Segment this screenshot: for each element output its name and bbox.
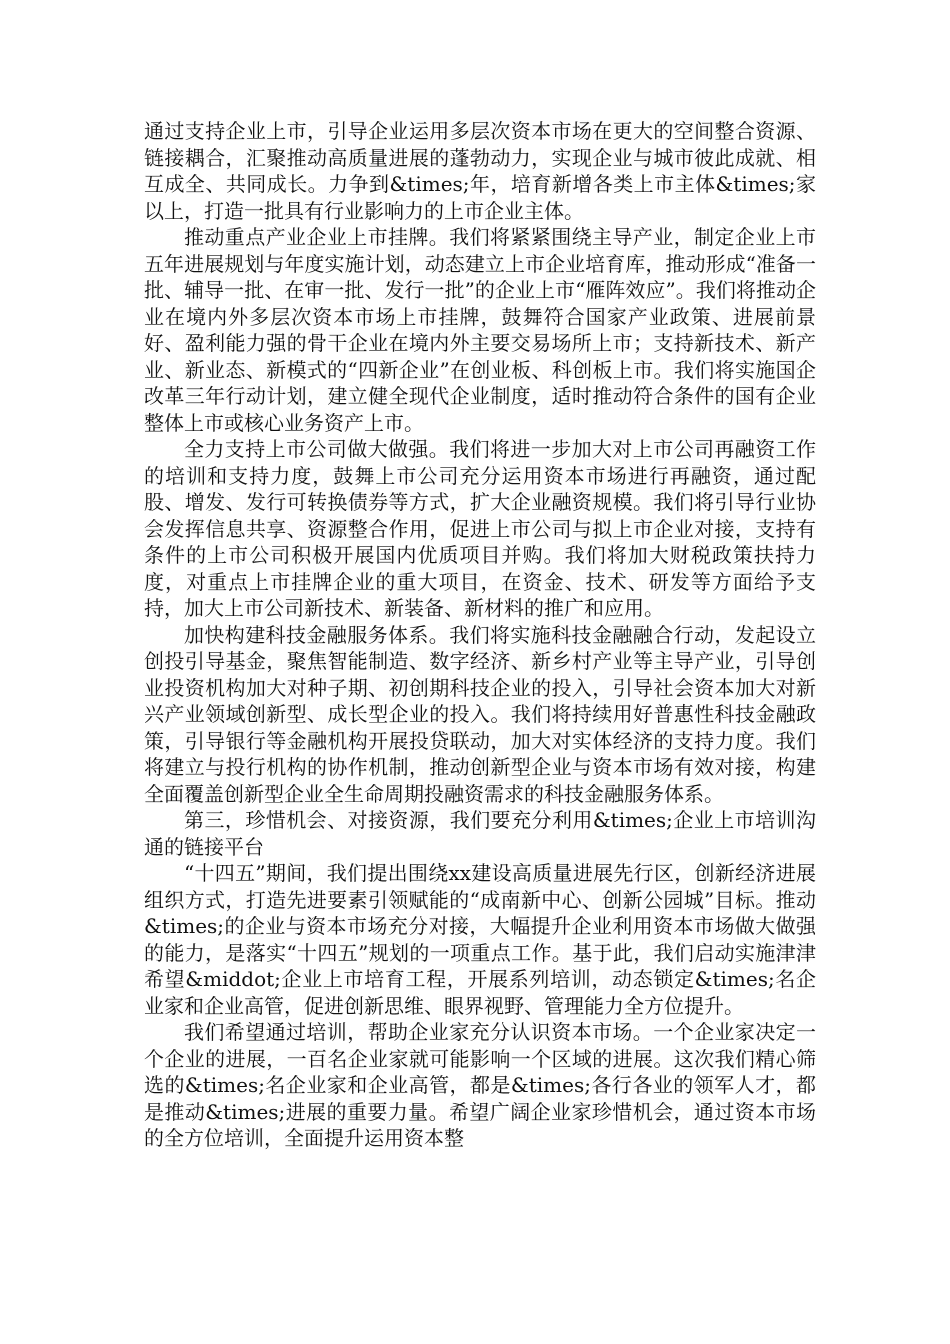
paragraph-14th-five-year: “十四五”期间，我们提出围绕xx建设高质量进展先行区，创新经济进展组织方式，打造先进要素引领赋能的“成南新中心、创新公园城”目标。推动&times;的企业与资本市场充分对接，大幅提升企业利用资本市场做大做强的能力，是落实“十四五”规划的一项重点工作。基于此，我们启动实施津津希望&middot;企业上市培育工程，开展系列培训，动态锁定&times;名企业家和企业高管，促进创新思维、眼界视野、管理能力全方位提升。 [144,861,816,1018]
paragraph-training-hope: 我们希望通过培训，帮助企业家充分认识资本市场。一个企业家决定一个企业的进展，一百名企业家就可能影响一个区域的进展。这次我们精心筛选的&times;名企业家和企业高管，都是&times;各行各业的领军人才，都是推动&times;进展的重要力量。希望广阔企业家珍惜机会，通过资本市场的全方位培训，全面提升运用资本整 [144,1020,816,1150]
section-heading-third: 第三，珍惜机会、对接资源，我们要充分利用&times;企业上市培训沟通的链接平台 [144,808,816,859]
paragraph-intro: 通过支持企业上市，引导企业运用多层次资本市场在更大的空间整合资源、链接耦合，汇聚推动高质量进展的蓬勃动力，实现企业与城市彼此成就、相互成全、共同成长。力争到&times;年，培育新增各类上市主体&times;家以上，打造一批具有行业影响力的上市企业主体。 [144,119,816,223]
paragraph-tech-finance: 加快构建科技金融服务体系。我们将实施科技金融融合行动，发起设立创投引导基金，聚焦智能制造、数字经济、新乡村产业等主导产业，引导创业投资机构加大对种子期、初创期科技企业的投入，引导社会资本加大对新兴产业领域创新型、成长型企业的投入。我们将持续用好普惠性科技金融政策，引导银行等金融机构开展投贷联动，加大对实体经济的支持力度。我们将建立与投行机构的协作机制，推动创新型企业与资本市场有效对接，构建全面覆盖创新型企业全生命周期投融资需求的科技金融服务体系。 [144,622,816,806]
document-page [144,118,816,1152]
paragraph-listing-push: 推动重点产业企业上市挂牌。我们将紧紧围绕主导产业，制定企业上市五年进展规划与年度实施计划，动态建立上市企业培育库，推动形成“准备一批、辅导一批、在审一批、发行一批”的企业上市“雁阵效应”。我们将推动企业在境内外多层次资本市场上市挂牌，鼓舞符合国家产业政策、进展前景好、盈利能力强的骨干企业在境内外主要交易场所上市；支持新技术、新产业、新业态、新模式的“四新企业”在创业板、科创板上市。我们将实施国企改革三年行动计划，建立健全现代企业制度，适时推动符合条件的国有企业整体上市或核心业务资产上市。 [144,225,816,435]
paragraph-listed-company-support: 全力支持上市公司做大做强。我们将进一步加大对上市公司再融资工作的培训和支持力度，鼓舞上市公司充分运用资本市场进行再融资，通过配股、增发、发行可转换债券等方式，扩大企业融资规模。我们将引导行业协会发挥信息共享、资源整合作用，促进上市公司与拟上市企业对接，支持有条件的上市公司积极开展国内优质项目并购。我们将加大财税政策扶持力度，对重点上市挂牌企业的重大项目，在资金、技术、研发等方面给予支持，加大上市公司新技术、新装备、新材料的推广和应用。 [144,437,816,620]
